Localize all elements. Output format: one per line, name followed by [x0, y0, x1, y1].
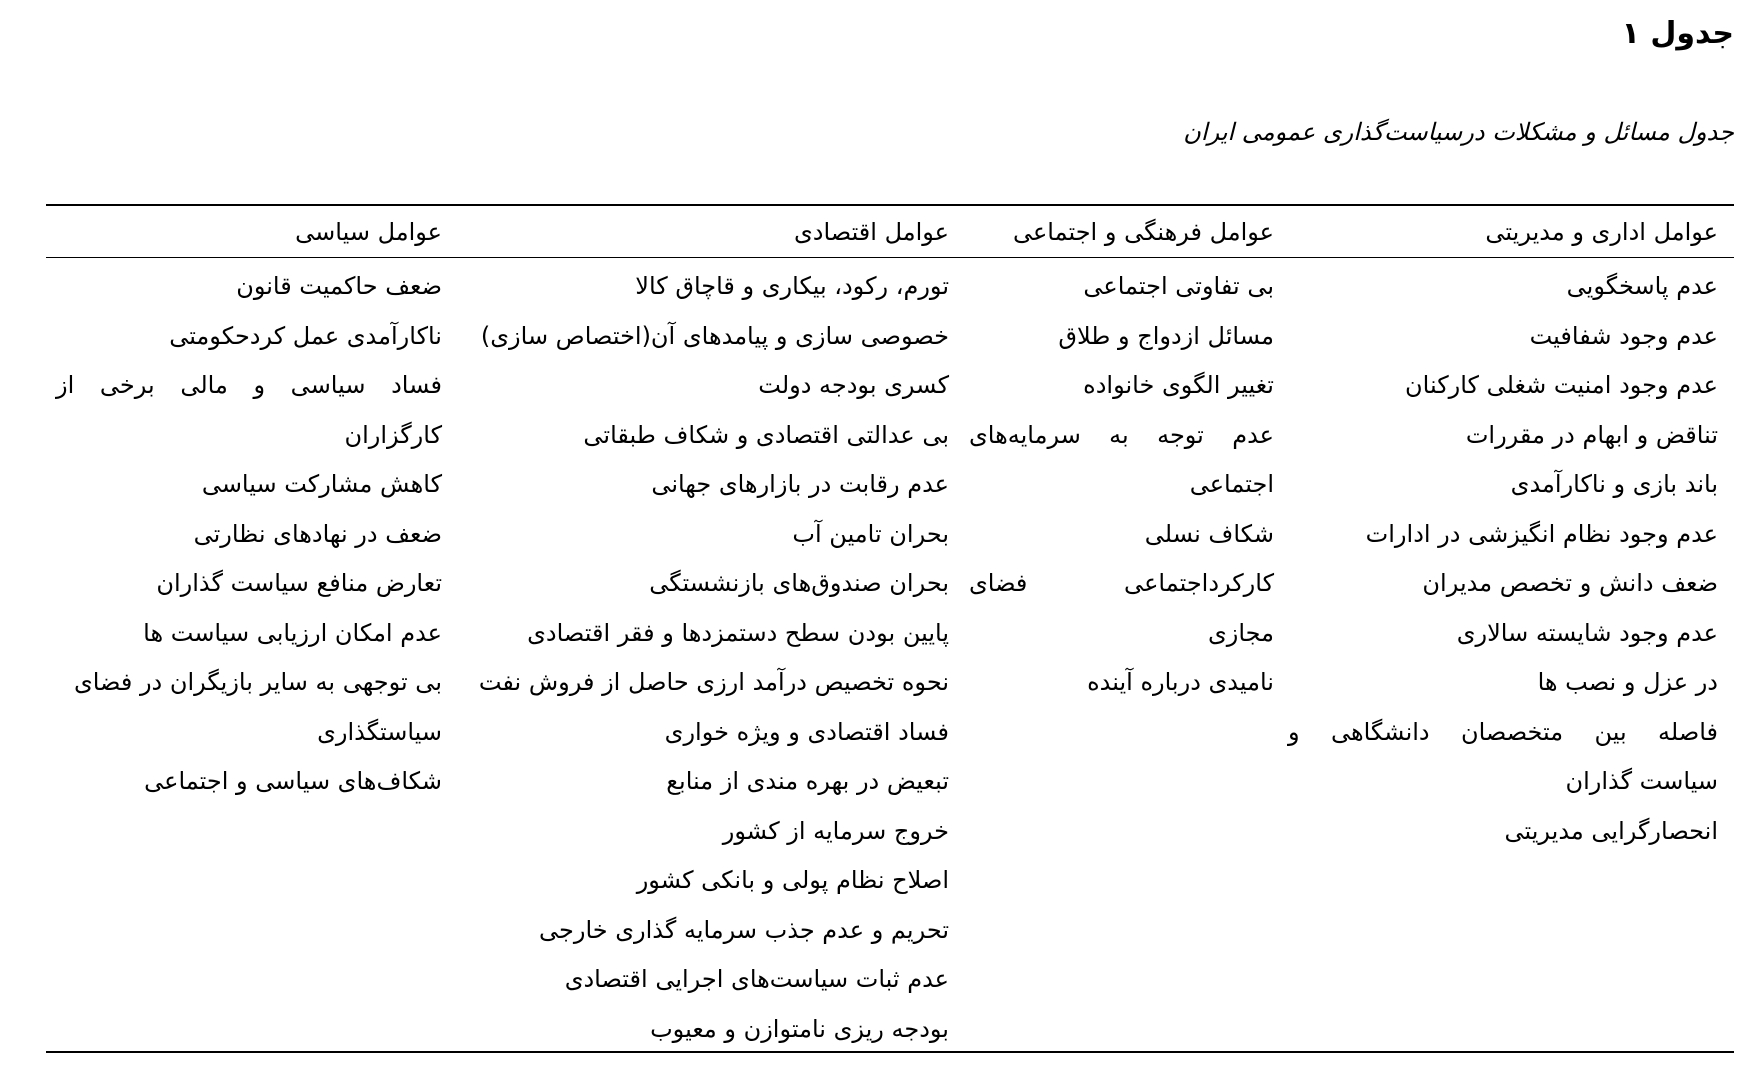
- list-item: مسائل ازدواج و طلاق: [1058, 321, 1274, 350]
- list-item: کاهش مشارکت سیاسی: [201, 470, 442, 498]
- header-admin-factors: عوامل اداری و مدیریتی: [1485, 218, 1718, 246]
- table-caption: جدول مسائل و مشکلات درسیاست‌گذاری عمومی ایران: [1183, 118, 1734, 146]
- list-item: بودجه ریزی نامتوازن و معیوب: [650, 1014, 949, 1043]
- table-top-rule: [46, 204, 1734, 206]
- list-item: اجتماعی: [1189, 470, 1274, 498]
- list-item: عدم وجود شفافیت: [1529, 321, 1718, 350]
- list-item: تبعیض در بهره مندی از منابع: [666, 767, 949, 795]
- list-item: تحریم و عدم جذب سرمایه گذاری خارجی: [539, 915, 949, 944]
- list-item: بحران صندوق‌های بازنشستگی: [649, 569, 949, 597]
- list-item: ضعف حاکمیت قانون: [236, 272, 442, 300]
- list-item: شکاف‌های سیاسی و اجتماعی: [144, 767, 442, 795]
- list-item: خروج سرمایه از کشور: [722, 816, 949, 845]
- list-item: باند بازی و ناکارآمدی: [1510, 470, 1718, 498]
- list-item: شکاف نسلی: [1144, 519, 1274, 548]
- list-item: ناکارآمدی عمل کردحکومتی: [169, 321, 442, 350]
- list-item: تورم، رکود، بیکاری و قاچاق کالا: [635, 272, 949, 300]
- list-item: بحران تامین آب: [792, 519, 949, 548]
- list-item: عدم رقابت در بازارهای جهانی: [651, 470, 949, 498]
- list-item: مجازی: [1207, 618, 1274, 647]
- list-item: بی تفاوتی اجتماعی: [1083, 272, 1274, 300]
- list-item: خصوصی سازی و پیامدهای آن(اختصاص سازی): [480, 321, 949, 350]
- list-item: فساد سیاسی و مالی برخی از: [56, 371, 442, 399]
- table-number-title: جدول ۱: [1621, 16, 1734, 51]
- political-factors-column: [56, 262, 442, 807]
- list-item: کارکرداجتماعی فضای: [969, 569, 1274, 597]
- list-item: بی عدالتی اقتصادی و شکاف طبقاتی: [583, 420, 949, 449]
- list-item: اصلاح نظام پولی و بانکی کشور: [636, 866, 949, 894]
- list-item: تغییر الگوی خانواده: [1083, 371, 1274, 399]
- list-item: فاصله بین متخصصان دانشگاهی و: [1288, 717, 1718, 746]
- list-item: نحوه تخصیص درآمد ارزی حاصل از فروش نفت: [478, 668, 949, 696]
- list-item: عدم پاسخگویی: [1566, 272, 1718, 300]
- list-item: تعارض منافع سیاست گذاران: [156, 569, 442, 597]
- list-item: عدم توجه به سرمایه‌های: [969, 420, 1274, 449]
- list-item: عدم امکان ارزیابی سیاست ها: [143, 618, 442, 647]
- list-item: عدم ثبات سیاست‌های اجرایی اقتصادی: [564, 965, 949, 993]
- list-item: بی توجهی به سایر بازیگران در فضای: [73, 668, 442, 696]
- economic-factors-column: [449, 262, 949, 1054]
- list-item: عدم وجود شایسته سالاری: [1456, 618, 1718, 647]
- list-item: ضعف دانش و تخصص مدیران: [1422, 569, 1718, 597]
- list-item: تناقض و ابهام در مقررات: [1465, 420, 1718, 449]
- list-item: عدم وجود امنیت شغلی کارکنان: [1405, 371, 1718, 399]
- list-item: در عزل و نصب ها: [1537, 668, 1718, 696]
- table-header-rule: [46, 257, 1734, 258]
- list-item: سیاست گذاران: [1565, 767, 1718, 795]
- list-item: انحصارگرایی مدیریتی: [1504, 816, 1718, 845]
- table-bottom-rule: [46, 1051, 1734, 1053]
- cultural-factors-column: [969, 262, 1274, 708]
- header-political-factors: عوامل سیاسی: [295, 218, 442, 246]
- list-item: ضعف در نهادهای نظارتی: [193, 519, 442, 548]
- header-cultural-factors: عوامل فرهنگی و اجتماعی: [1012, 218, 1274, 246]
- list-item: فساد اقتصادی و ویژه خواری: [664, 717, 949, 746]
- list-item: سیاستگذاری: [317, 717, 442, 746]
- list-item: کسری بودجه دولت: [758, 371, 949, 399]
- list-item: کارگزاران: [344, 420, 442, 449]
- list-item: عدم وجود نظام انگیزشی در ادارات: [1365, 519, 1718, 548]
- list-item: پایین بودن سطح دستمزدها و فقر اقتصادی: [527, 618, 949, 647]
- admin-factors-column: [1288, 262, 1718, 856]
- list-item: نامیدی درباره آینده: [1087, 668, 1274, 696]
- header-economic-factors: عوامل اقتصادی: [793, 218, 949, 246]
